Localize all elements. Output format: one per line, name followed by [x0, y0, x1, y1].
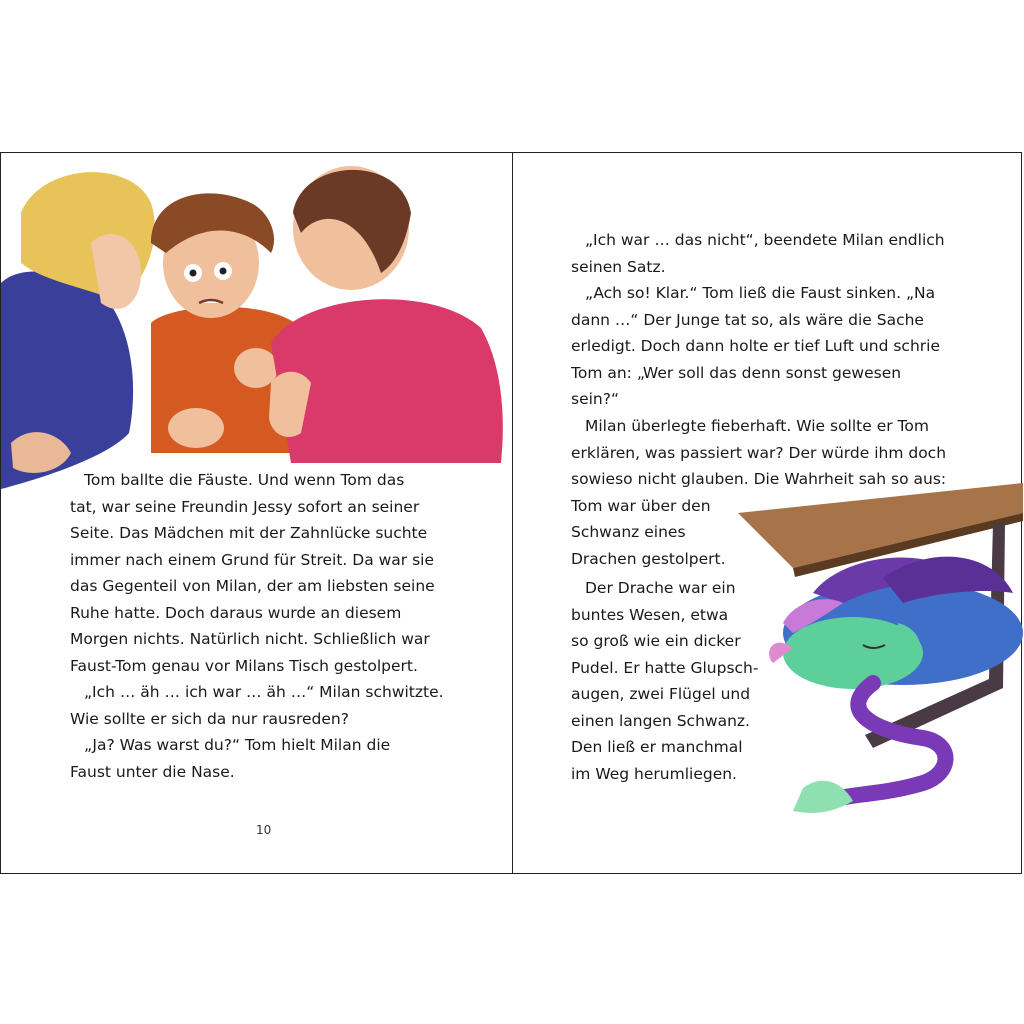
right-paragraph-1: „Ich war … das nicht“, beendete Milan endlich seinen Satz. — [571, 231, 945, 276]
left-page — [1, 153, 512, 873]
left-paragraph-2: „Ich … äh … ich war … äh …“ Milan schwitzte. Wie sollte er sich da nur rausreden? — [70, 683, 444, 728]
sleeping-dragon-under-desk-illustration — [733, 483, 1023, 843]
left-paragraph-1: Tom ballte die Fäuste. Und wenn Tom das tat, war seine Freundin Jessy sofort an seiner Seite. Das Mädchen mit der Zahnlücke suchte immer nach einem Grund für Streit. Da war sie das Gegenteil von Milan, der am liebsten seine Ruhe hatte. Doch daraus wurde an diesem Morgen nichts. Natürlich nicht. Schließlich war Faust-Tom genau vor Milans Tisch gestolpert. — [70, 471, 435, 675]
left-paragraph-3: „Ja? Was warst du?“ Tom hielt Milan die Faust unter die Nase. — [70, 736, 391, 781]
book-spread — [0, 152, 1022, 874]
page-number: 10 — [256, 823, 272, 837]
right-paragraph-4: Der Drache war ein buntes Wesen, etwa so groß wie ein dicker Pudel. Er hatte Glupsch- augen, zwei Flügel und einen langen Schwanz. Den ließ er manchmal im Weg herumliegen. — [571, 579, 759, 783]
right-page — [513, 153, 1023, 873]
right-paragraph-3: Milan überlegte fieberhaft. Wie sollte er Tom erklären, was passiert war? Der würde ihm doch sowieso nicht glauben. Die Wahrheit sah so aus: Tom war über den Schwanz eines Drachen gestolpert. — [571, 417, 947, 568]
three-children-illustration — [1, 153, 512, 493]
right-paragraph-2: „Ach so! Klar.“ Tom ließ die Faust sinken. „Na dann …“ Der Junge tat so, als wäre die Sache erledigt. Doch dann holte er tief Luft und schrie Tom an: „Wer soll das denn sonst gewesen sein?“ — [571, 284, 940, 408]
